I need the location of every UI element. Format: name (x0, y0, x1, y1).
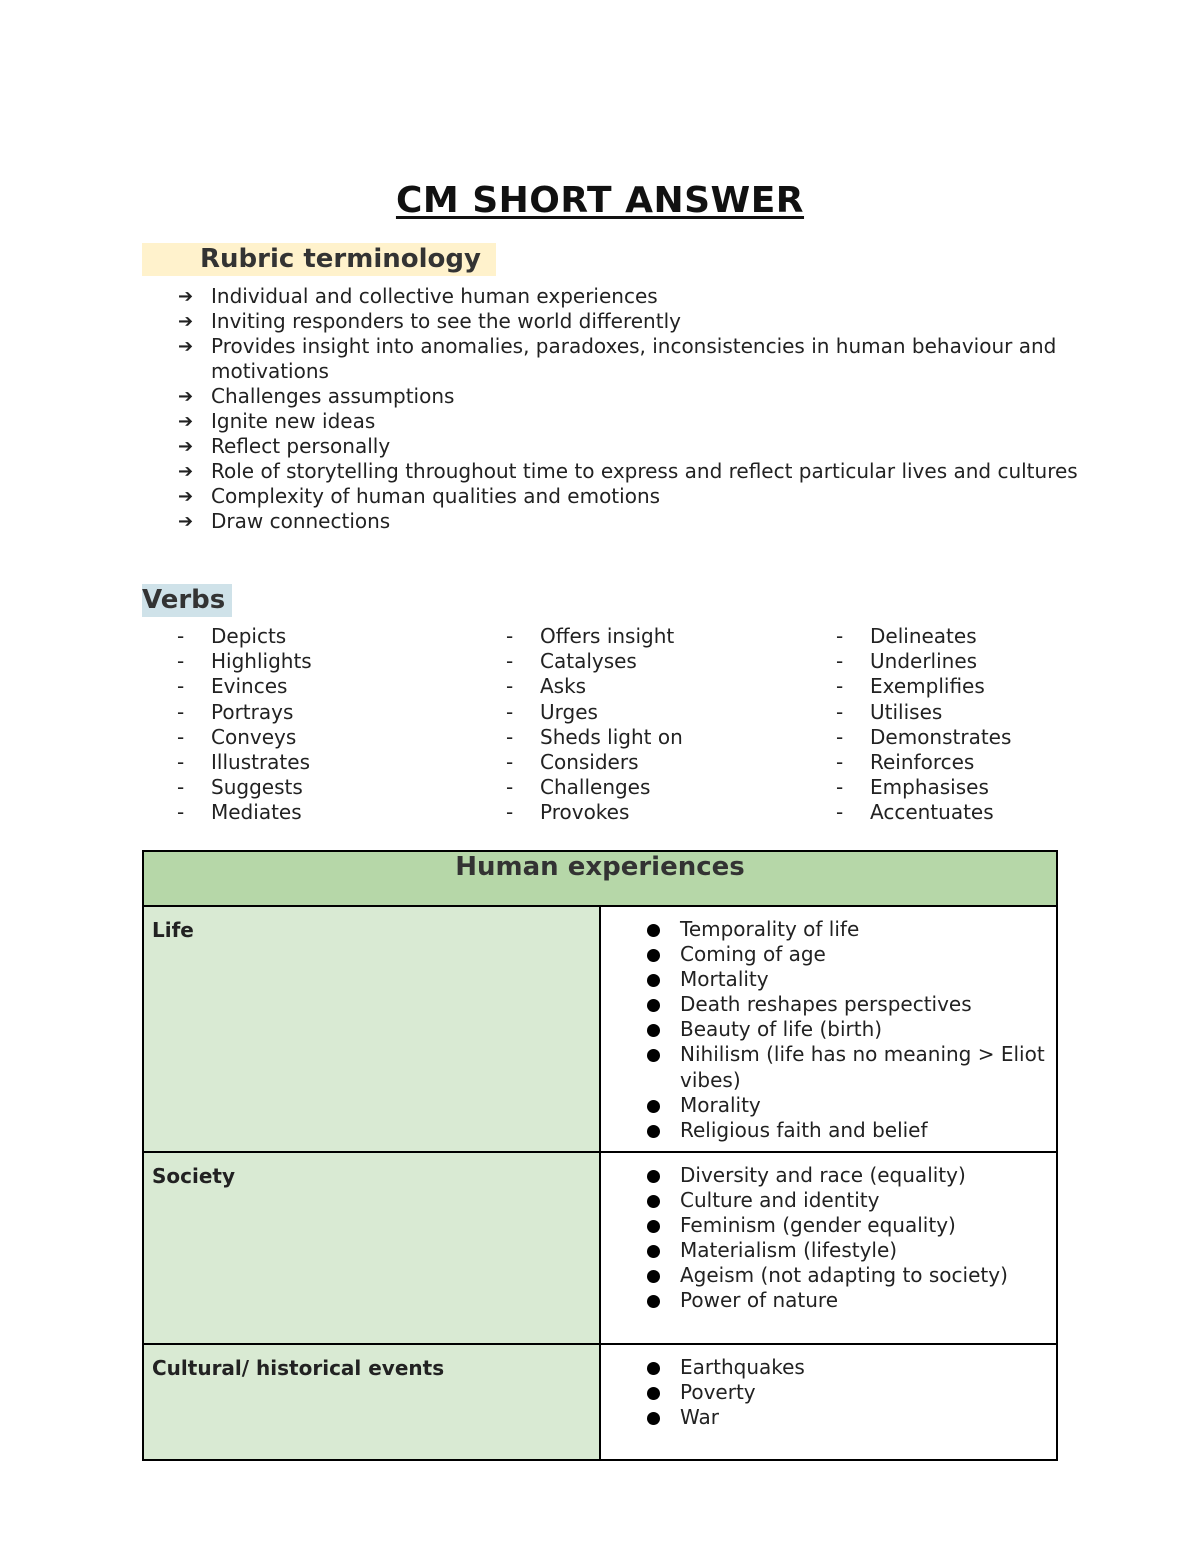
rubric-heading: Rubric terminology (142, 243, 496, 276)
list-item: - Illustrates (177, 750, 310, 775)
bullet-icon (647, 1412, 660, 1425)
bullet-icon (647, 1295, 660, 1308)
list-item: - Conveys (177, 724, 297, 749)
table-items (600, 906, 1057, 1152)
human-experiences-table (142, 850, 1058, 1461)
list-item: - Sheds light on (506, 724, 683, 749)
list-item: - Accentuates (836, 800, 994, 825)
bullet-icon (647, 1362, 660, 1375)
arrow-icon: ➔ (178, 486, 194, 507)
list-item: ➔ Challenges assumptions (178, 384, 455, 408)
list-item: Morality (645, 1093, 1056, 1118)
list-item: - Mediates (177, 800, 302, 825)
list-item: Culture and identity (645, 1188, 1056, 1213)
list-item: - Evinces (177, 674, 288, 699)
list-item: - Depicts (177, 624, 287, 648)
list-item: - Urges (506, 699, 598, 724)
list-item: - Offers insight (506, 624, 675, 648)
list-item: - Demonstrates (836, 724, 1012, 749)
list-item: Poverty (645, 1380, 1056, 1405)
list-item: ➔ Individual and collective human experiences (178, 284, 658, 308)
table-header-row (143, 851, 1057, 906)
list-item: ➔ Draw connections (178, 509, 391, 533)
list-item: - Underlines (836, 649, 978, 674)
list-item: ➔ Provides insight into anomalies, paradoxes, inconsistencies in human behaviour and motivations (178, 334, 1057, 383)
list-item: Temporality of life (645, 917, 1056, 942)
bullet-icon (647, 1125, 660, 1138)
bullet-icon (647, 924, 660, 937)
table-row (143, 1152, 1057, 1344)
table-category: Cultural/ historical events (143, 1344, 600, 1460)
list-item: Materialism (lifestyle) (645, 1238, 1056, 1263)
table-row (143, 1344, 1057, 1460)
list-item: - Exemplifies (836, 674, 985, 699)
list-item: - Suggests (177, 775, 303, 800)
list-item: ➔ Reflect personally (178, 434, 391, 458)
arrow-icon: ➔ (178, 311, 194, 332)
arrow-icon: ➔ (178, 461, 194, 482)
bullet-icon (647, 1270, 660, 1283)
list-item: Feminism (gender equality) (645, 1213, 1056, 1238)
list-item: Nihilism (life has no meaning > Eliot vibes) (645, 1042, 1056, 1092)
arrow-icon: ➔ (178, 411, 194, 432)
list-item: Mortality (645, 967, 1056, 992)
list-item: Earthquakes (645, 1355, 1056, 1380)
list-item: ➔ Inviting responders to see the world differently (178, 309, 681, 333)
list-item: - Reinforces (836, 750, 975, 775)
verbs-column-1 (177, 624, 312, 826)
bullet-icon (647, 1170, 660, 1183)
bullet-icon (647, 999, 660, 1012)
list-item: ➔ Complexity of human qualities and emotions (178, 484, 661, 508)
table-category: Life (143, 906, 600, 1152)
list-item: - Utilises (836, 699, 943, 724)
page-title-text: CM SHORT ANSWER (395, 180, 805, 221)
table-category: Society (143, 1152, 600, 1344)
table (142, 850, 1058, 1461)
bullet-icon (647, 1245, 660, 1258)
arrow-icon: ➔ (178, 336, 194, 357)
bullet-icon (647, 1195, 660, 1208)
bullet-icon (647, 1100, 660, 1113)
list-item: Coming of age (645, 942, 1056, 967)
bullet-icon (647, 974, 660, 987)
arrow-icon: ➔ (178, 386, 194, 407)
list-item: Diversity and race (equality) (645, 1163, 1056, 1188)
arrow-icon: ➔ (178, 436, 194, 457)
table-row (143, 906, 1057, 1152)
list-item: ➔ Role of storytelling throughout time to express and reflect particular lives and cultures (178, 459, 1078, 483)
list-item: - Challenges (506, 775, 651, 800)
list-item: - Delineates (836, 624, 977, 648)
list-item: Religious faith and belief (645, 1118, 1056, 1143)
list-item: Beauty of life (birth) (645, 1017, 1056, 1042)
list-item: - Highlights (177, 649, 312, 674)
list-item: Ageism (not adapting to society) (645, 1263, 1056, 1288)
list-item: Death reshapes perspectives (645, 992, 1056, 1017)
arrow-icon: ➔ (178, 286, 194, 307)
list-item: Power of nature (645, 1288, 1056, 1313)
list-item: - Considers (506, 750, 639, 775)
bullet-icon (647, 1024, 660, 1037)
list-item: War (645, 1405, 1056, 1430)
table-items (600, 1344, 1057, 1460)
arrow-icon: ➔ (178, 511, 194, 532)
list-item: - Portrays (177, 699, 294, 724)
verbs-column-2 (506, 624, 683, 826)
bullet-icon (647, 1220, 660, 1233)
list-item: - Provokes (506, 800, 630, 825)
verbs-column-3 (836, 624, 1011, 826)
page-title (0, 180, 1200, 221)
bullet-icon (647, 949, 660, 962)
bullet-icon (647, 1049, 660, 1062)
table-heading: Human experiences (143, 851, 1057, 906)
list-item: - Asks (506, 674, 587, 699)
list-item: - Catalyses (506, 649, 637, 674)
bullet-icon (647, 1387, 660, 1400)
list-item: ➔ Ignite new ideas (178, 409, 376, 433)
verbs-heading: Verbs (142, 584, 232, 617)
table-items (600, 1152, 1057, 1344)
rubric-list (178, 284, 1078, 534)
list-item: - Emphasises (836, 775, 989, 800)
